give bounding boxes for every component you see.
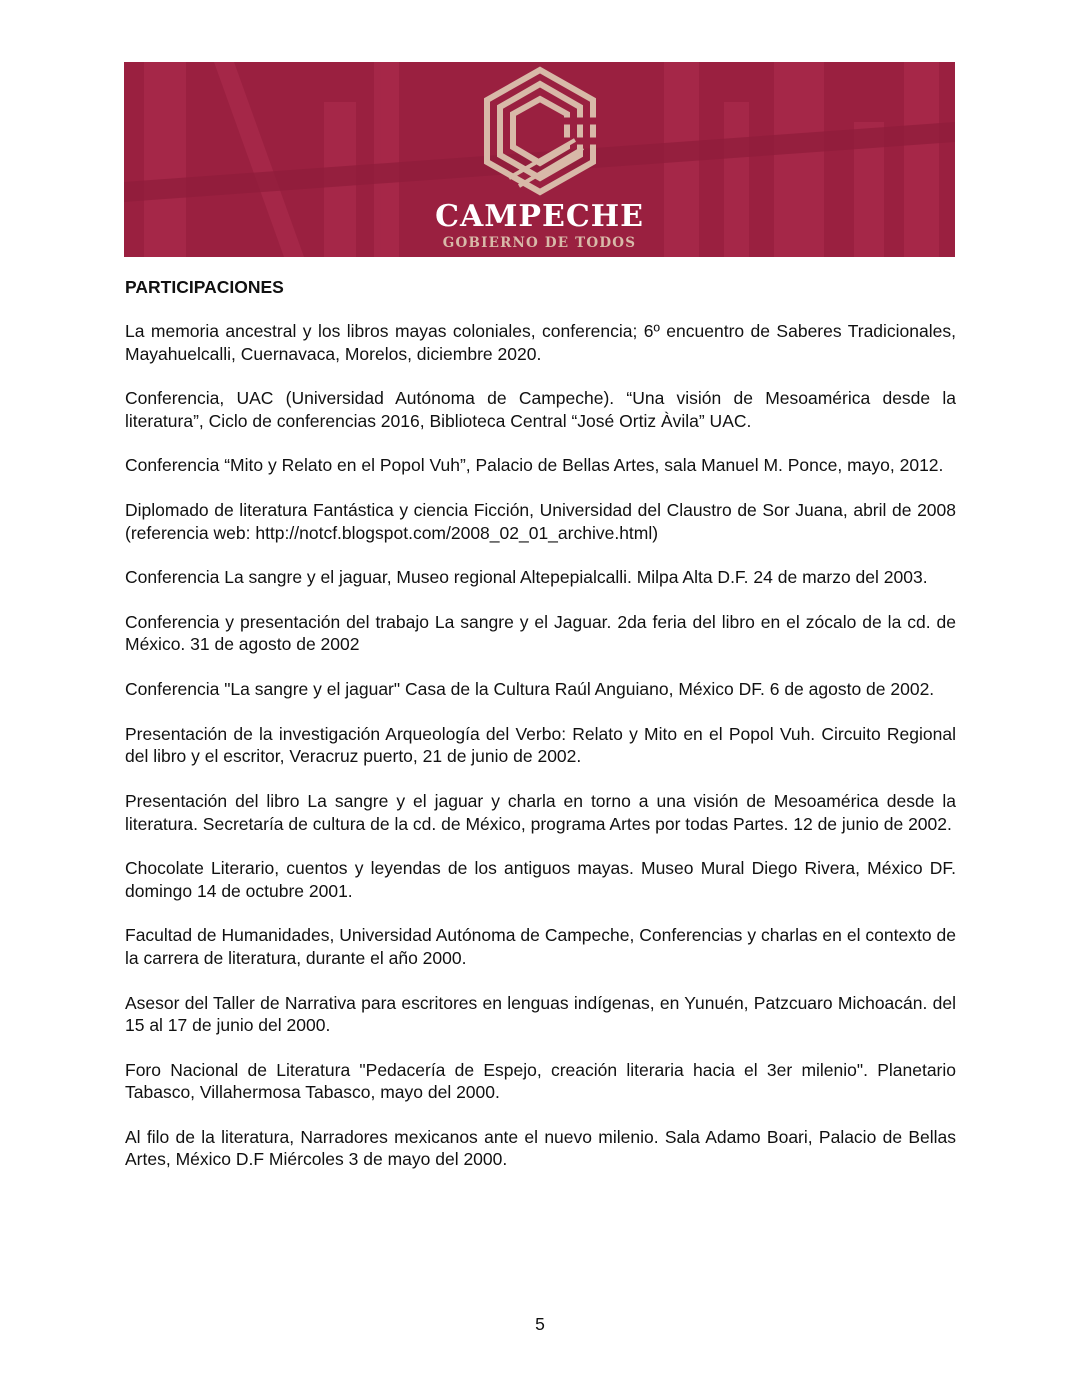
- participation-entry: Foro Nacional de Literatura "Pedacería de Espejo, creación literaria hacia el 3er milenio". Planetario Tabasco, Villahermosa Tabasco, mayo del 2000.: [125, 1059, 956, 1103]
- section-heading: PARTICIPACIONES: [125, 277, 284, 297]
- participation-entry: Conferencia, UAC (Universidad Autónoma de Campeche). “Una visión de Mesoamérica desde la literatura”, Ciclo de conferencias 2016, Biblioteca Central “José Ortiz Àvila” UAC.: [125, 388, 956, 431]
- participation-entry: Presentación de la investigación Arqueología del Verbo: Relato y Mito en el Popol Vuh. Circuito Regional del libro y el escritor, Veracruz puerto, 21 de junio de 2002.: [125, 723, 956, 767]
- participation-entry: Presentación del libro La sangre y el jaguar y charla en torno a una visión de Mesoamérica desde la literatura. Secretaría de cultura de la cd. de México, programa Artes por todas Partes. 12 de junio de 2002.: [125, 791, 956, 834]
- campeche-hexagon-logo-icon: [479, 66, 601, 198]
- document-body: [125, 276, 956, 1193]
- participation-entry: Conferencia "La sangre y el jaguar" Casa de la Cultura Raúl Anguiano, México DF. 6 de agosto de 2002.: [125, 679, 935, 700]
- participation-entry: Asesor del Taller de Narrativa para escritores en lenguas indígenas, en Yunuén, Patzcuaro Michoacán. del 15 al 17 de junio del 2000.: [125, 992, 956, 1036]
- brand-name: CAMPECHE: [435, 199, 644, 234]
- brand-tagline: GOBIERNO DE TODOS: [442, 235, 637, 251]
- participation-entry: La memoria ancestral y los libros mayas coloniales, conferencia; 6º encuentro de Saberes Tradicionales, Mayahuelcalli, Cuernavaca, Morelos, diciembre 2020.: [125, 321, 956, 364]
- participation-entry: Conferencia y presentación del trabajo La sangre y el Jaguar. 2da feria del libro en el zócalo de la cd. de México. 31 de agosto de 2002: [125, 611, 956, 655]
- page-number: 5: [535, 1314, 545, 1334]
- participation-entry: Conferencia “Mito y Relato en el Popol Vuh”, Palacio de Bellas Artes, sala Manuel M. Ponce, mayo, 2012.: [125, 455, 944, 476]
- participation-entry: Chocolate Literario, cuentos y leyendas de los antiguos mayas. Museo Mural Diego Rivera, México DF. domingo 14 de octubre 2001.: [125, 858, 956, 901]
- participation-entry: Conferencia La sangre y el jaguar, Museo regional Altepepialcalli. Milpa Alta D.F. 24 de marzo del 2003.: [125, 567, 928, 588]
- participation-entry: Facultad de Humanidades, Universidad Autónoma de Campeche, Conferencias y charlas en el contexto de la carrera de literatura, durante el año 2000.: [125, 925, 956, 968]
- participation-entry: Diplomado de literatura Fantástica y ciencia Ficción, Universidad del Claustro de Sor Juana, abril de 2008 (referencia web: http://notcf.blogspot.com/2008_02_01_archive.html): [125, 500, 956, 543]
- header-banner: [124, 62, 955, 257]
- participation-entry: Al filo de la literatura, Narradores mexicanos ante el nuevo milenio. Sala Adamo Boari, Palacio de Bellas Artes, México D.F Miércoles 3 de mayo del 2000.: [125, 1126, 956, 1170]
